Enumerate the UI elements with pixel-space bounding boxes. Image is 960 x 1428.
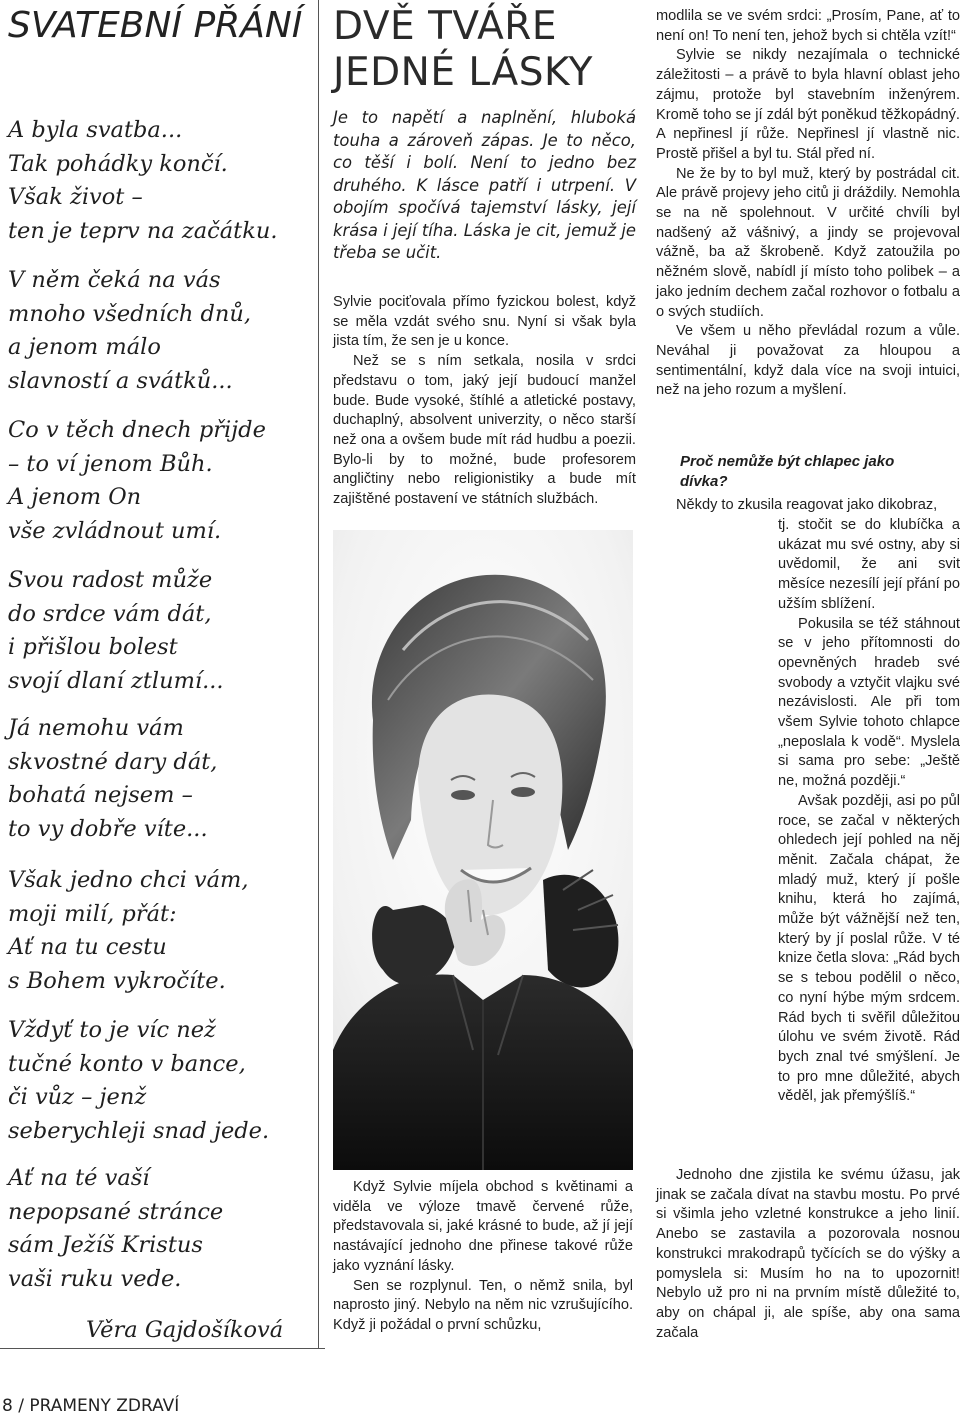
column-divider bbox=[318, 0, 319, 1348]
poem-line: Svou radost může bbox=[8, 567, 213, 593]
poem-line: V něm čeká na vás bbox=[8, 267, 221, 293]
poem-stanza bbox=[8, 114, 277, 248]
poem-line: vše zvládnout umí. bbox=[8, 517, 222, 544]
poem-line: a jenom málo bbox=[8, 334, 161, 360]
poem-line: seberychleji snad jede. bbox=[8, 1117, 270, 1144]
poem-line: moji milí, přát: bbox=[8, 900, 177, 927]
poem-author: Věra Gajdošíková bbox=[86, 1317, 284, 1343]
poem-line: mnoho všedních dnů, bbox=[8, 300, 252, 327]
paragraph: Sen se rozplynul. Ten, o němž snila, byl naprosto jiný. Nebylo na něm nic vzrušujícího. Když ji požádal o první schůzku, bbox=[333, 1277, 633, 1333]
article-lead: Je to napětí a naplnění, hluboká touha a zároveň zápas. Je to něco, co těší i bolí. Není to jedno bez druhého. K lásce patří i utrpení. V obojím spočívá tajemství lásky, její krása i její tíha. Láska je cit, jemuž je třeba se učit. bbox=[333, 108, 636, 262]
article-text-block-narrow bbox=[778, 516, 960, 1107]
poem-stanza bbox=[8, 264, 251, 398]
poem-line: sám Ježíš Kristus bbox=[8, 1232, 203, 1258]
paragraph: Někdy to zkusila reagovat jako dikobraz, bbox=[676, 497, 938, 513]
paragraph: Jednoho dne zjistila ke svému úžasu, jak jinak se začala dívat na stavbu mostu. Po prvé si všimla jeho vzletné konstrukce a jeho linií. Anebo se zastavila a pozorovala nosnou konstrukci mrakodrapů tyčících se do výšky a pomyslela si: Musím ho na to upozornit! Nebylo už pro ni na prvním místě důležité to, aby on chápal ji, ale spíše, aby ona sama začala bbox=[656, 1167, 960, 1341]
paragraph: Pokusila se též stáhnout se v jeho přítomnosti do opevněných hradeb své svobody a vztyčit vlajku své nezávislosti. Ale při tom všem Sylvie tohoto chlapce „neposlala k vodě“. Myslela si sama pro sebe: „Ještě ne, možná později.“ bbox=[778, 615, 960, 790]
paragraph: Sylvie se nikdy nezajímala o technické záležitosti – a právě to byla hlavní oblast jeho zájmu, protože byl stavebním inženýrem. Kromě toho se jí zdál být poněkud těžkopádný. A nepřinesl jí růže. Nepřinesl jí vlastně nic. Prostě přišel a byl tu. Stál před ní. bbox=[656, 47, 960, 162]
page-footer: 8 / PRAMENY ZDRAVÍ bbox=[2, 1396, 180, 1416]
paragraph: tj. stočit se do klubíčka a ukázat mu své ostny, aby si uvědomil, že ani svit měsíce nezesílí její přání po užším sblížení. bbox=[778, 517, 960, 612]
poem-line: ten je teprv na začátku. bbox=[8, 217, 278, 244]
poem-line: – to ví jenom Bůh. bbox=[8, 450, 213, 477]
article-subheading: Proč nemůže být chlapec jako dívka? bbox=[680, 453, 895, 490]
poem-stanza bbox=[8, 414, 266, 548]
poem-line: Však jedno chci vám, bbox=[8, 867, 249, 893]
poem-stanza bbox=[8, 712, 217, 846]
poem-title: SVATEBNÍ PŘÁNÍ bbox=[8, 5, 303, 46]
poem-stanza bbox=[8, 864, 249, 998]
poem-line: s Bohem vykročíte. bbox=[8, 967, 226, 994]
article-text-block bbox=[656, 1166, 960, 1343]
poem-line: Však život – bbox=[8, 184, 143, 210]
poem-line: Co v těch dnech přijde bbox=[8, 417, 266, 443]
poem-stanza bbox=[8, 1162, 223, 1296]
poem-line: do srdce vám dát, bbox=[8, 600, 212, 627]
footer-divider bbox=[0, 1348, 325, 1349]
poem-line: vaši ruku vede. bbox=[8, 1265, 182, 1292]
paragraph: Ne že by to byl muž, který by postrádal cit. Ale právě projevy jeho citů ji dráždily. Nemohla se na ně spolehnout. V určité chvíli byl nadšený až vášnivý, a jindy se projevoval vážně, ba až škrobeně. Když zatoužila po něžném slově, nabídl jí místo toho polibek – a jako jedním dechem začal rozhovor o fotbalu a o svých studiích. bbox=[656, 165, 960, 320]
poem-line: slavností a svátků... bbox=[8, 367, 233, 394]
poem-line: nepopsané stránce bbox=[8, 1198, 224, 1225]
paragraph: modlila se ve svém srdci: „Prosím, Pane, ať to není on! To není ten, jehož bych si chtěla vzít!“ bbox=[656, 8, 960, 44]
poem-line: svojí dlaní ztlumí... bbox=[8, 667, 224, 694]
poem-stanza bbox=[8, 1014, 269, 1148]
poem-line: Já nemohu vám bbox=[8, 715, 184, 741]
poem-line: skvostné dary dát, bbox=[8, 748, 218, 775]
poem-line: Tak pohádky končí. bbox=[8, 150, 228, 177]
poem-stanza bbox=[8, 564, 224, 698]
poem-line: Vždyť to je víc než bbox=[8, 1017, 216, 1043]
paragraph: Avšak později, asi po půl roce, se začal v některých ohledech její pohled na něj měnit. Začala chápat, že mladý muž, který jí pošle knihu, která ho zajímá, může být vážnější než ten, který by jí poslal růže. V té knize četla slova: „Rád bych se s tebou podělil o něco, co nyní hýbe mým srdcem. Rád bych ti svěřil důležitou úlohu ve svém životě. Rád bych znal tvé smýšlení. Je to pro mne důležité, abych věděl, jak přemýšlíš.“ bbox=[778, 792, 960, 1105]
poem-line: tučné konto v bance, bbox=[8, 1050, 246, 1077]
article-text-block bbox=[333, 293, 636, 510]
poem-line: bohatá nejsem – bbox=[8, 782, 193, 808]
article-text-block bbox=[656, 7, 960, 401]
poem-line: A jenom On bbox=[8, 484, 142, 510]
article-title: DVĚ TVÁŘE JEDNÉ LÁSKY bbox=[333, 4, 593, 95]
poem-line: A byla svatba... bbox=[8, 117, 183, 143]
article-text-block bbox=[333, 1178, 633, 1336]
article-text-block bbox=[656, 496, 960, 516]
poem-line: či vůz – jenž bbox=[8, 1084, 147, 1110]
poem-line: i přišlou bolest bbox=[8, 634, 178, 660]
paragraph: Než se s ním setkala, nosila v srdci představu o tom, jaký její budoucí manžel bude. Bude vysoké, štíhlé a atletické postavy, duchaplný, absolvent univerzity, o něco starší než ona a ovšem bude mít rád hudbu a poezii. Bylo-li by to možné, bude profesorem angličtiny nebo religionistiky a bude mít zajištěné postavení ve státních službách. bbox=[333, 353, 636, 508]
paragraph: Sylvie pociťovala přímo fyzickou bolest, když se měla vzdát svého snu. Nyní si však byla jista tím, že sen je u konce. bbox=[333, 294, 636, 350]
poem-line: Ať na té vaší bbox=[8, 1165, 150, 1191]
paragraph: Ve všem u něho převládal rozum a vůle. Neváhal ji považovat za hloupou a sentimentální, když dala více na svoji intuici, než na jeho rozum a myšlení. bbox=[656, 323, 960, 399]
poem-line: to vy dobře víte... bbox=[8, 815, 208, 842]
paragraph: Když Sylvie míjela obchod s květinami a viděla ve výloze tmavě červené růže, představovala si, jaké krásné to bude, až jí její nastávající jednoho dne přinese takové růže jako vyznání lásky. bbox=[333, 1179, 633, 1274]
poem-line: Ať na tu cestu bbox=[8, 934, 167, 960]
woman-portrait-photo bbox=[333, 530, 633, 1170]
